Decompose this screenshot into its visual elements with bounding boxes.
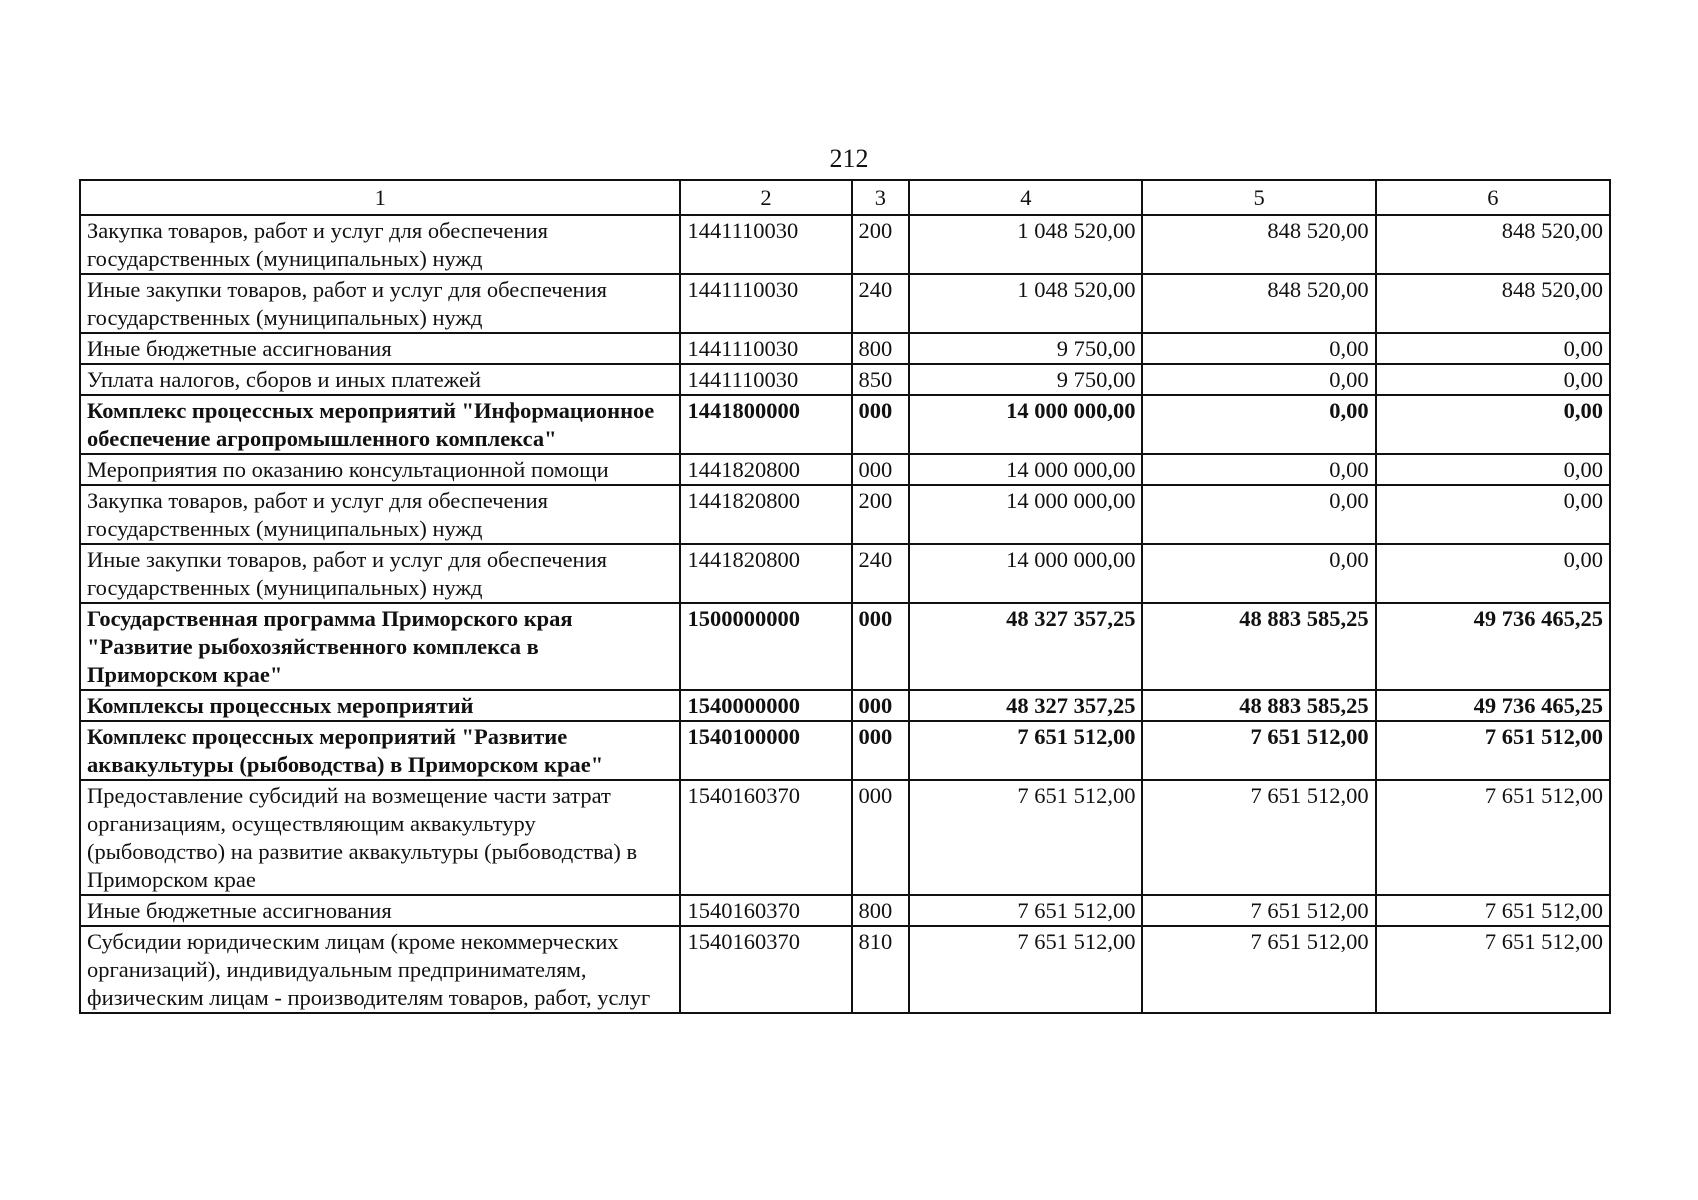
target-code-cell: 1441800000: [680, 395, 851, 454]
row-name-cell: Иные закупки товаров, работ и услуг для обеспечения государственных (муниципальных) нужд: [80, 274, 680, 333]
expense-type-cell: 000: [852, 780, 910, 895]
table-row: [80, 895, 1610, 926]
expense-type-cell: 200: [852, 485, 910, 544]
row-name-cell: Субсидии юридическим лицам (кроме некоммерческих организаций), индивидуальным предпринимателям, физическим лицам - производителям товаров, работ, услуг: [80, 926, 680, 1013]
table-row: [80, 333, 1610, 364]
amount-col6-cell: 848 520,00: [1376, 274, 1610, 333]
expense-type-cell: 240: [852, 274, 910, 333]
amount-col6-cell: 0,00: [1376, 544, 1610, 603]
amount-col4-cell: 14 000 000,00: [909, 544, 1142, 603]
table-row: [80, 926, 1610, 1013]
amount-col5-cell: 7 651 512,00: [1142, 721, 1375, 780]
amount-col4-cell: 9 750,00: [909, 333, 1142, 364]
expense-type-cell: 000: [852, 395, 910, 454]
amount-col6-cell: 7 651 512,00: [1376, 780, 1610, 895]
page-number: 212: [829, 144, 869, 173]
amount-col6-cell: 0,00: [1376, 454, 1610, 485]
expense-type-cell: 000: [852, 603, 910, 690]
target-code-cell: 1500000000: [680, 603, 851, 690]
amount-col4-cell: 7 651 512,00: [909, 780, 1142, 895]
amount-col5-cell: 48 883 585,25: [1142, 603, 1375, 690]
expense-type-cell: 000: [852, 454, 910, 485]
amount-col5-cell: 0,00: [1142, 333, 1375, 364]
expense-type-cell: 200: [852, 215, 910, 274]
row-name-cell: Комплексы процессных мероприятий: [80, 690, 680, 721]
table-row: [80, 603, 1610, 690]
amount-col5-cell: 848 520,00: [1142, 215, 1375, 274]
amount-col4-cell: 14 000 000,00: [909, 395, 1142, 454]
table-row: [80, 690, 1610, 721]
amount-col6-cell: 7 651 512,00: [1376, 721, 1610, 780]
table-row: [80, 485, 1610, 544]
table-row: [80, 364, 1610, 395]
amount-col4-cell: 9 750,00: [909, 364, 1142, 395]
expense-type-cell: 000: [852, 721, 910, 780]
expense-type-cell: 850: [852, 364, 910, 395]
target-code-cell: 1540100000: [680, 721, 851, 780]
amount-col6-cell: 0,00: [1376, 364, 1610, 395]
table-header: [80, 180, 1610, 215]
column-header-3: 3: [852, 180, 910, 215]
row-name-cell: Иные бюджетные ассигнования: [80, 333, 680, 364]
amount-col6-cell: 49 736 465,25: [1376, 690, 1610, 721]
amount-col6-cell: 0,00: [1376, 485, 1610, 544]
table-row: [80, 215, 1610, 274]
target-code-cell: 1540160370: [680, 926, 851, 1013]
amount-col5-cell: 7 651 512,00: [1142, 926, 1375, 1013]
column-header-1: 1: [80, 180, 680, 215]
target-code-cell: 1540160370: [680, 895, 851, 926]
amount-col5-cell: 48 883 585,25: [1142, 690, 1375, 721]
column-header-5: 5: [1142, 180, 1375, 215]
target-code-cell: 1441110030: [680, 215, 851, 274]
row-name-cell: Комплекс процессных мероприятий "Информационное обеспечение агропромышленного комплекса": [80, 395, 680, 454]
budget-table: [79, 179, 1611, 1014]
amount-col4-cell: 14 000 000,00: [909, 454, 1142, 485]
column-header-2: 2: [680, 180, 851, 215]
amount-col6-cell: 0,00: [1376, 333, 1610, 364]
amount-col5-cell: 0,00: [1142, 395, 1375, 454]
table-row: [80, 721, 1610, 780]
amount-col5-cell: 7 651 512,00: [1142, 780, 1375, 895]
target-code-cell: 1441110030: [680, 274, 851, 333]
column-header-4: 4: [909, 180, 1142, 215]
row-name-cell: Предоставление субсидий на возмещение части затрат организациям, осуществляющим аквакультуру (рыбоводство) на развитие аквакультуры (рыбоводства) в Приморском крае: [80, 780, 680, 895]
amount-col6-cell: 848 520,00: [1376, 215, 1610, 274]
amount-col4-cell: 14 000 000,00: [909, 485, 1142, 544]
table-body: [80, 215, 1610, 1013]
expense-type-cell: 800: [852, 333, 910, 364]
amount-col4-cell: 1 048 520,00: [909, 274, 1142, 333]
expense-type-cell: 800: [852, 895, 910, 926]
target-code-cell: 1540160370: [680, 780, 851, 895]
row-name-cell: Закупка товаров, работ и услуг для обеспечения государственных (муниципальных) нужд: [80, 485, 680, 544]
row-name-cell: Уплата налогов, сборов и иных платежей: [80, 364, 680, 395]
table-row: [80, 454, 1610, 485]
target-code-cell: 1441110030: [680, 364, 851, 395]
row-name-cell: Иные бюджетные ассигнования: [80, 895, 680, 926]
expense-type-cell: 810: [852, 926, 910, 1013]
column-header-6: 6: [1376, 180, 1610, 215]
amount-col5-cell: 848 520,00: [1142, 274, 1375, 333]
amount-col6-cell: 7 651 512,00: [1376, 895, 1610, 926]
amount-col4-cell: 48 327 357,25: [909, 690, 1142, 721]
expense-type-cell: 240: [852, 544, 910, 603]
row-name-cell: Мероприятия по оказанию консультационной помощи: [80, 454, 680, 485]
amount-col5-cell: 0,00: [1142, 454, 1375, 485]
amount-col4-cell: 7 651 512,00: [909, 926, 1142, 1013]
table-row: [80, 544, 1610, 603]
amount-col6-cell: 7 651 512,00: [1376, 926, 1610, 1013]
target-code-cell: 1540000000: [680, 690, 851, 721]
amount-col5-cell: 0,00: [1142, 544, 1375, 603]
row-name-cell: Государственная программа Приморского края "Развитие рыбохозяйственного комплекса в Приморском крае": [80, 603, 680, 690]
row-name-cell: Комплекс процессных мероприятий "Развитие аквакультуры (рыбоводства) в Приморском крае": [80, 721, 680, 780]
target-code-cell: 1441110030: [680, 333, 851, 364]
expense-type-cell: 000: [852, 690, 910, 721]
table-row: [80, 274, 1610, 333]
target-code-cell: 1441820800: [680, 485, 851, 544]
amount-col6-cell: 49 736 465,25: [1376, 603, 1610, 690]
amount-col4-cell: 48 327 357,25: [909, 603, 1142, 690]
amount-col5-cell: 0,00: [1142, 485, 1375, 544]
target-code-cell: 1441820800: [680, 544, 851, 603]
table-row: [80, 780, 1610, 895]
table-row: [80, 395, 1610, 454]
amount-col6-cell: 0,00: [1376, 395, 1610, 454]
target-code-cell: 1441820800: [680, 454, 851, 485]
amount-col5-cell: 0,00: [1142, 364, 1375, 395]
amount-col4-cell: 7 651 512,00: [909, 721, 1142, 780]
amount-col5-cell: 7 651 512,00: [1142, 895, 1375, 926]
amount-col4-cell: 7 651 512,00: [909, 895, 1142, 926]
row-name-cell: Закупка товаров, работ и услуг для обеспечения государственных (муниципальных) нужд: [80, 215, 680, 274]
row-name-cell: Иные закупки товаров, работ и услуг для обеспечения государственных (муниципальных) нужд: [80, 544, 680, 603]
amount-col4-cell: 1 048 520,00: [909, 215, 1142, 274]
